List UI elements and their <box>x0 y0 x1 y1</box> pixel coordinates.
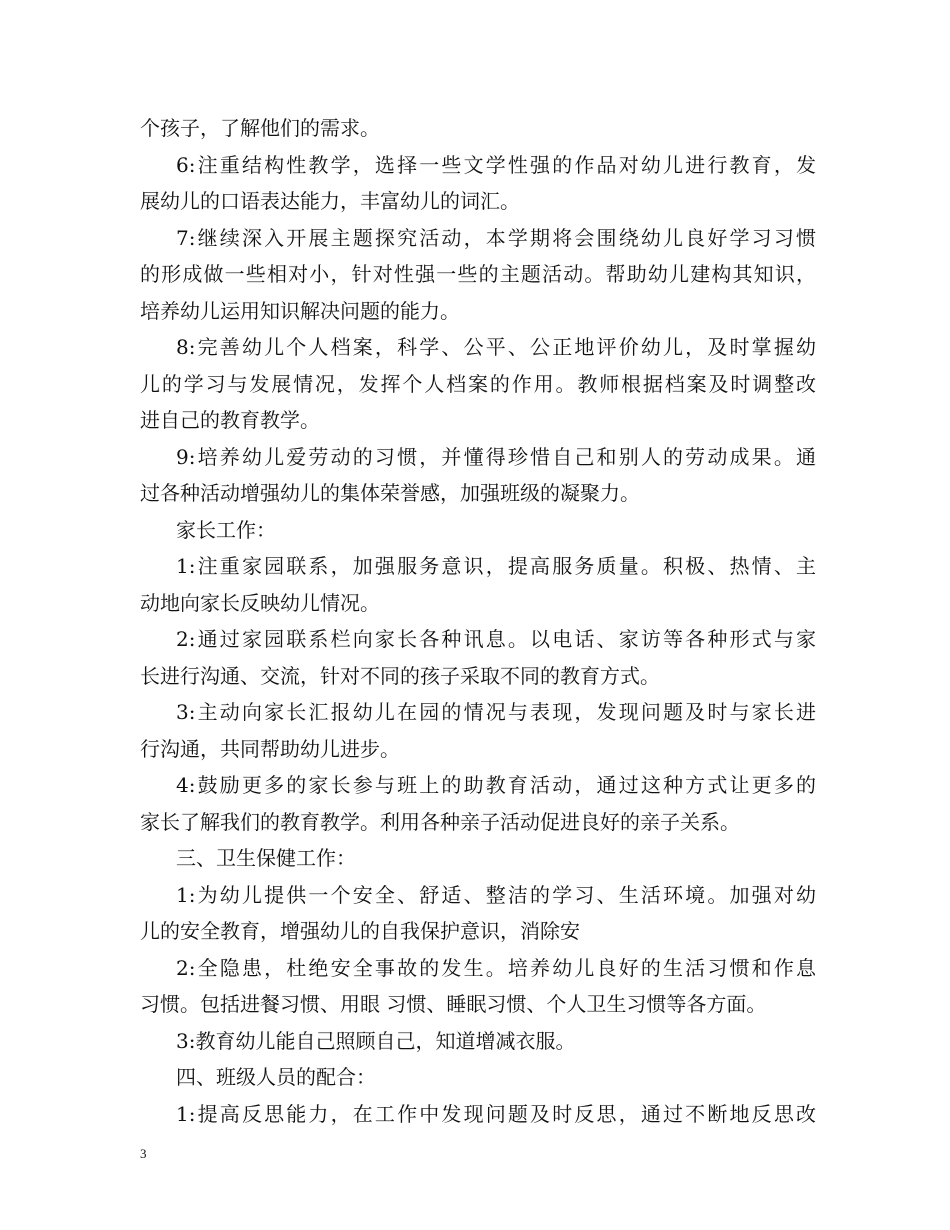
text-line: 2:通过家园联系栏向家长各种讯息。以电话、家访等各种形式与家 <box>176 627 816 651</box>
text-line: 2:全隐患，杜绝安全事故的发生。培养幼儿良好的生活习惯和作息 <box>176 955 816 980</box>
text-line: 1:注重家园联系，加强服务意识，提高服务质量。积极、热情、主 <box>176 554 816 578</box>
text-line: 4:鼓励更多的家长参与班上的助教育活动，通过这种方式让更多的 <box>176 773 816 797</box>
text-line: 动地向家长反映幼儿情况。 <box>140 590 380 615</box>
text-line: 7:继续深入开展主题探究活动，本学期将会围绕幼儿良好学习习惯 <box>176 225 816 250</box>
page-number: 3 <box>140 1146 147 1161</box>
text-line: 家长工作： <box>176 517 276 542</box>
text-line: 三、卫生保健工作： <box>176 846 356 870</box>
text-line: 1:提高反思能力，在工作中发现问题及时反思，通过不断地反思改 <box>176 1101 816 1126</box>
text-line: 个孩子，了解他们的需求。 <box>140 116 380 140</box>
text-line: 四、班级人员的配合： <box>176 1065 376 1089</box>
text-line: 进自己的教育教学。 <box>140 408 320 432</box>
text-line: 长进行沟通、交流，针对不同的孩子采取不同的教育方式。 <box>140 663 660 688</box>
text-line: 9:培养幼儿爱劳动的习惯，并懂得珍惜自己和别人的劳动成果。通 <box>176 444 816 469</box>
text-line: 儿的学习与发展情况，发挥个人档案的作用。教师根据档案及时调整改 <box>140 371 816 396</box>
text-line: 6:注重结构性教学，选择一些文学性强的作品对幼儿进行教育，发 <box>176 152 816 177</box>
text-line: 展幼儿的口语表达能力，丰富幼儿的词汇。 <box>140 189 520 213</box>
text-line: 3:教育幼儿能自己照顾自己，知道增减衣服。 <box>176 1028 576 1053</box>
text-line: 3:主动向家长汇报幼儿在园的情况与表现，发现问题及时与家长进 <box>176 700 816 724</box>
text-line: 培养幼儿运用知识解决问题的能力。 <box>140 298 460 323</box>
text-line: 习惯。包括进餐习惯、用眼 习惯、睡眠习惯、个人卫生习惯等各方面。 <box>140 992 767 1016</box>
text-line: 1:为幼儿提供一个安全、舒适、整洁的学习、生活环境。加强对幼 <box>176 882 816 907</box>
document-body <box>140 110 816 1132</box>
text-line: 的形成做一些相对小，针对性强一些的主题活动。帮助幼儿建构其知识， <box>140 262 816 286</box>
text-line: 行沟通，共同帮助幼儿进步。 <box>140 736 400 761</box>
text-line: 8:完善幼儿个人档案，科学、公平、公正地评价幼儿，及时掌握幼 <box>176 335 816 359</box>
text-line: 家长了解我们的教育教学。利用各种亲子活动促进良好的亲子关系。 <box>140 809 740 834</box>
text-line: 儿的安全教育，增强幼儿的自我保护意识，消除安 <box>140 919 580 943</box>
text-line: 过各种活动增强幼儿的集体荣誉感，加强班级的凝聚力。 <box>140 481 640 505</box>
